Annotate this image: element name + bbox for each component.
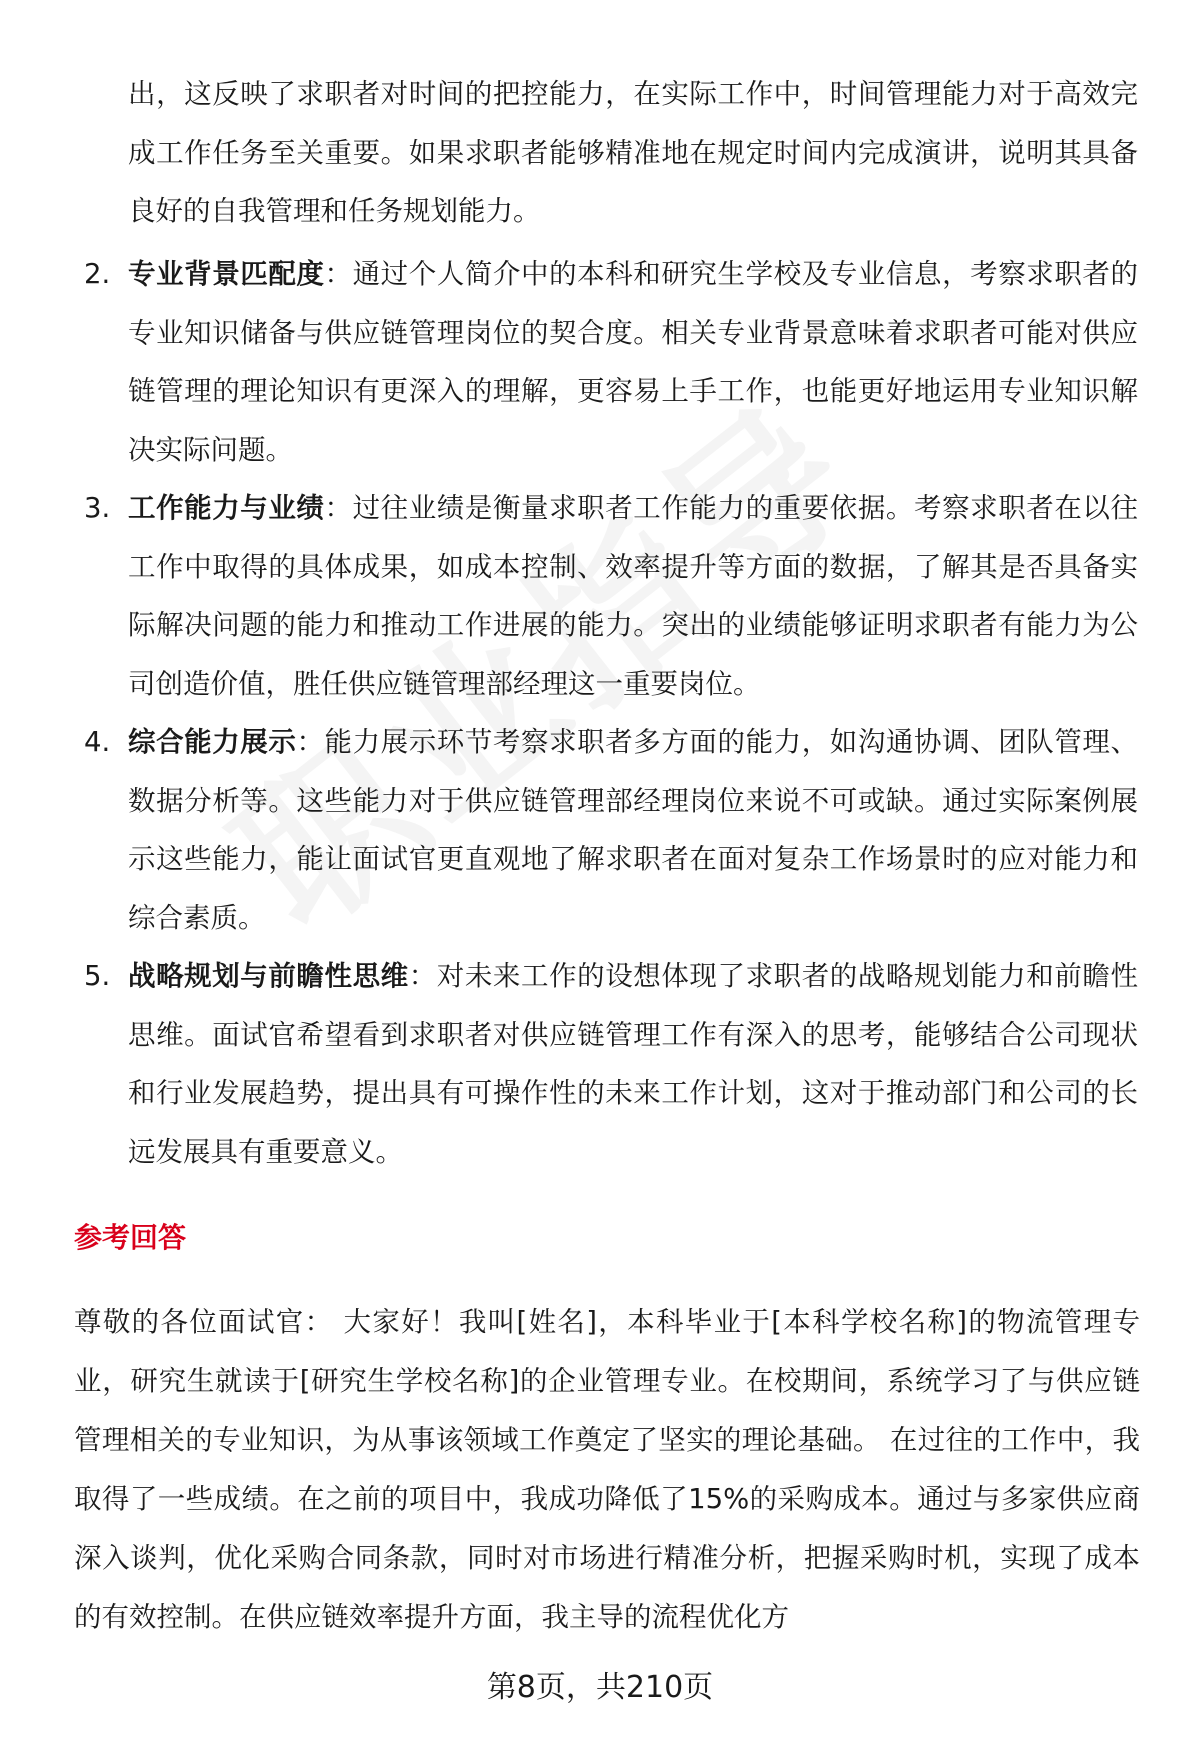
- list-item-number: 5.: [84, 960, 111, 992]
- list-item-title: 工作能力与业绩: [128, 492, 325, 524]
- page-number-footer: 第8页，共210页: [486, 1670, 714, 1705]
- list-item-title: 综合能力展示: [128, 726, 297, 758]
- list-item-title: 战略规划与前瞻性思维: [128, 960, 409, 992]
- reference-answer-paragraph: 尊敬的各位面试官： 大家好！我叫[姓名]，本科毕业于[本科学校名称]的物流管理专业，研究生就读于[研究生学校名称]的企业管理专业。在校期间，系统学习了与供应链管理相关的专业知识，为从事该领域工作奠定了坚实的理论基础。 在过往的工作中，我取得了一些成绩。在之前的项目中，我成功降低了15%的采购成本。通过与多家供应商深入谈判，优化采购合同条款，同时对市场进行精准分析，把握采购时机，实现了成本的有效控制。在供应链效率提升方面，我主导的流程优化方: [74, 1306, 1140, 1633]
- list-item-text: ：能力展示环节考察求职者多方面的能力，如沟通协调、团队管理、数据分析等。这些能力对于供应链管理部经理岗位来说不可或缺。通过实际案例展示这些能力，能让面试官更直观地了解求职者在面对复杂工作场景时的应对能力和综合素质。: [128, 726, 1139, 934]
- list-item-number: 4.: [84, 726, 111, 758]
- list-item-number: 3.: [84, 492, 111, 524]
- list-item: [0, 947, 1138, 1181]
- list-item-text: ：通过个人简介中的本科和研究生学校及专业信息，考察求职者的专业知识储备与供应链管理岗位的契合度。相关专业背景意味着求职者可能对供应链管理的理论知识有更深入的理解，更容易上手工作，也能更好地运用专业知识解决实际问题。: [128, 258, 1138, 466]
- list-item-text: ：过往业绩是衡量求职者工作能力的重要依据。考察求职者在以往工作中取得的具体成果，如成本控制、效率提升等方面的数据，了解其是否具备实际解决问题的能力和推动工作进展的能力。突出的业绩能够证明求职者有能力为公司创造价值，胜任供应链管理部经理这一重要岗位。: [128, 492, 1138, 700]
- list-item: [0, 479, 1138, 713]
- evaluation-points-list: [0, 245, 1200, 1181]
- list-item-text: ：对未来工作的设想体现了求职者的战略规划能力和前瞻性思维。面试官希望看到求职者对供应链管理工作有深入的思考，能够结合公司现状和行业发展趋势，提出具有可操作性的未来工作计划，这对于推动部门和公司的长远发展具有重要意义。: [128, 960, 1139, 1168]
- intro-continuation-paragraph: 出，这反映了求职者对时间的把控能力，在实际工作中，时间管理能力对于高效完成工作任务至关重要。如果求职者能够精准地在规定时间内完成演讲，说明其具备良好的自我管理和任务规划能力。: [128, 78, 1138, 227]
- list-item: [0, 713, 1138, 947]
- list-item-number: 2.: [84, 258, 111, 290]
- list-item: [0, 245, 1138, 479]
- reference-answer-heading: 参考回答: [74, 1221, 187, 1254]
- list-item-title: 专业背景匹配度: [128, 258, 325, 290]
